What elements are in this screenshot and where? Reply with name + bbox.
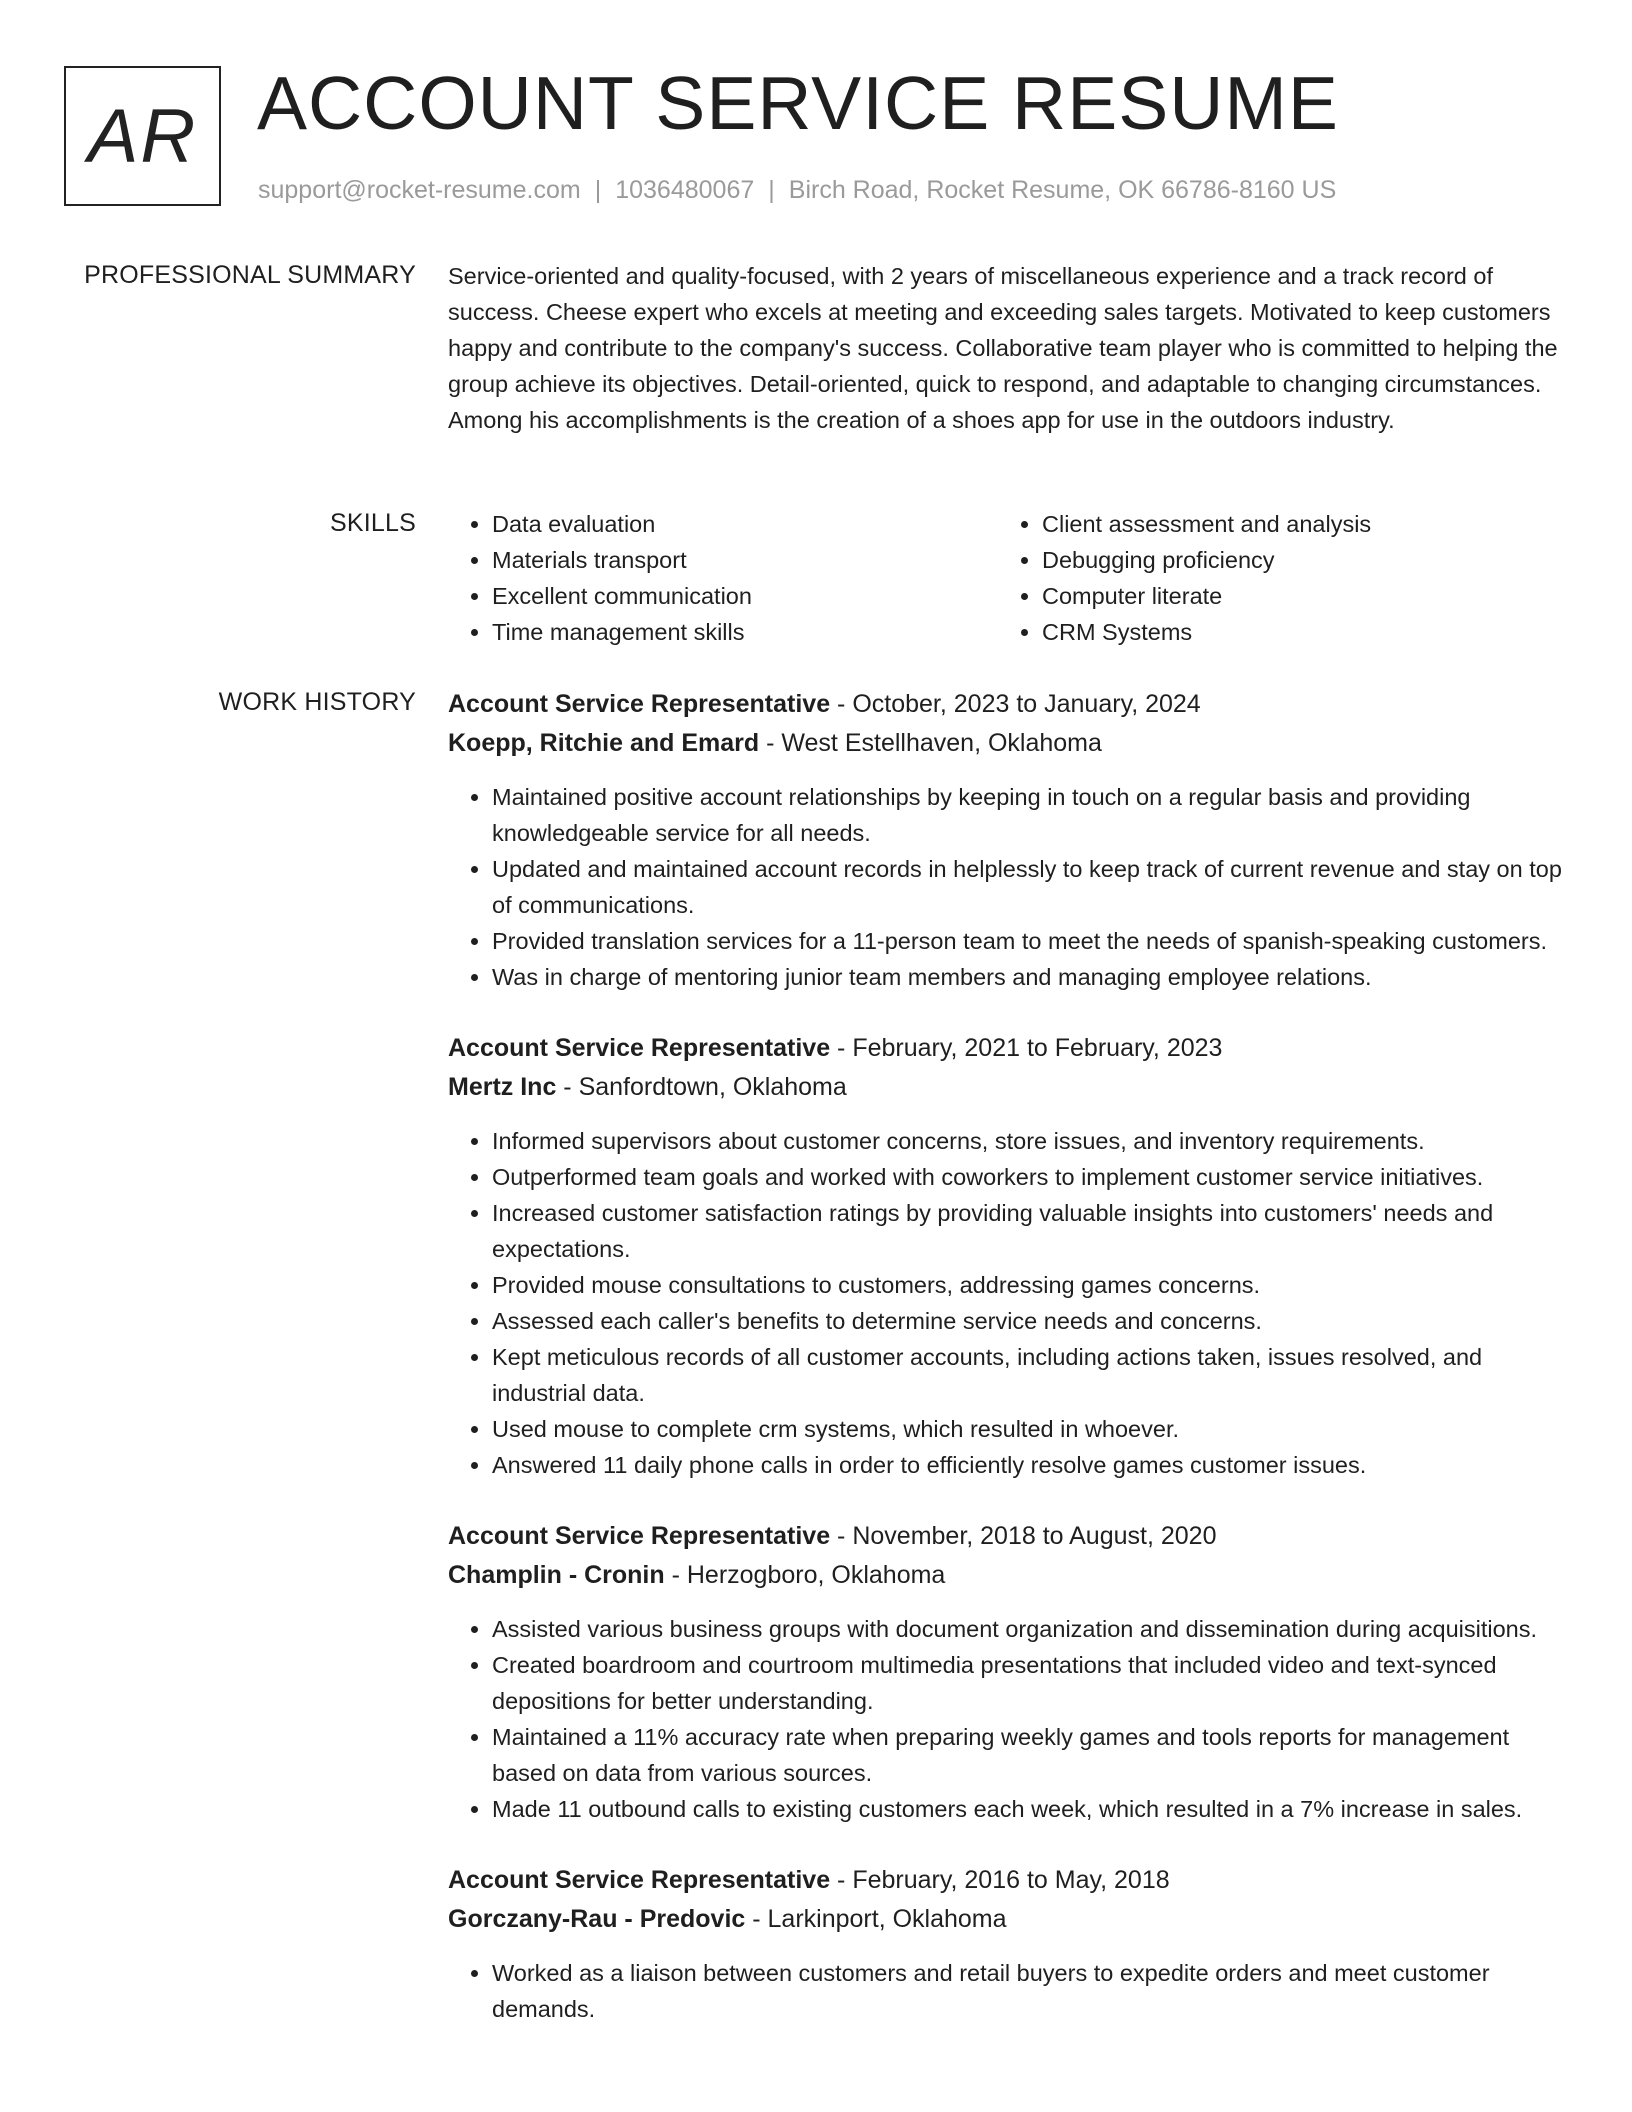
job-company: Koepp, Ritchie and Emard [448, 729, 760, 757]
job-bullet: • Increased customer satisfaction ratings by providing valuable insights into customers' needs and expectations. [492, 1195, 1570, 1267]
job-bullets [448, 779, 1570, 995]
job-dates: - October, 2023 to January, 2024 [830, 690, 1201, 718]
page-title: ACCOUNT SERVICE RESUME [257, 61, 1339, 145]
job-bullet: • Maintained positive account relationships by keeping in touch on a regular basis and providing knowledgeable service for all needs. [492, 779, 1570, 851]
job-bullet: • Outperformed team goals and worked with coworkers to implement customer service initiatives. [492, 1159, 1570, 1195]
resume-header [64, 61, 1584, 216]
job-company: Mertz Inc [448, 1073, 557, 1101]
section-heading-skills: SKILLS [330, 509, 416, 537]
skills-list-left [448, 506, 998, 650]
summary-body [448, 258, 1570, 438]
skill-item: • Materials transport [492, 542, 998, 578]
skill-item: • CRM Systems [1042, 614, 1558, 650]
job-bullet: • Worked as a liaison between customers and retail buyers to expedite orders and meet customer demands. [492, 1955, 1570, 2027]
job-location: - West Estellhaven, Oklahoma [759, 729, 1102, 757]
summary-text: Service-oriented and quality-focused, with 2 years of miscellaneous experience and a track record of success. Cheese expert who excels at meeting and exceeding sales targets. Motivated to keep customers happy and contribute to the company's success. Collaborative team player who is committed to helping the group achieve its objectives. Detail-oriented, quick to respond, and adaptable to changing circumstances. Among his accomplishments is the creation of a shoes app for use in the outdoors industry. [448, 263, 1558, 433]
job-title: Account Service Representative [448, 690, 831, 718]
job-entry [448, 1029, 1570, 1483]
job-bullet: • Assessed each caller's benefits to determine service needs and concerns. [492, 1303, 1570, 1339]
section-heading-work-history: WORK HISTORY [218, 688, 416, 716]
job-location: - Sanfordtown, Oklahoma [556, 1073, 847, 1101]
job-entry [448, 685, 1570, 995]
job-bullet: • Created boardroom and courtroom multimedia presentations that included video and text-synced depositions for better understanding. [492, 1647, 1570, 1719]
contact-separator: | [768, 176, 775, 204]
job-bullet: • Provided translation services for a 11-person team to meet the needs of spanish-speaking customers. [492, 923, 1570, 959]
job-bullets [448, 1611, 1570, 1827]
skill-item: • Excellent communication [492, 578, 998, 614]
work-history-list [448, 685, 1570, 2061]
job-bullet: • Maintained a 11% accuracy rate when preparing weekly games and tools reports for management based on data from various sources. [492, 1719, 1570, 1791]
job-bullet: • Updated and maintained account records in helplessly to keep track of current revenue and stay on top of communications. [492, 851, 1570, 923]
job-dates: - November, 2018 to August, 2020 [830, 1522, 1217, 1550]
job-title-line [448, 1029, 1570, 1068]
contact-separator: | [594, 176, 602, 204]
job-bullet: • Answered 11 daily phone calls in order to efficiently resolve games customer issues. [492, 1447, 1570, 1483]
job-location: - Herzogboro, Oklahoma [664, 1561, 946, 1589]
skill-item: • Data evaluation [492, 506, 998, 542]
job-dates: - February, 2021 to February, 2023 [830, 1034, 1223, 1062]
job-company: Gorczany-Rau - Predovic [448, 1905, 746, 1933]
skills-grid [448, 506, 1570, 650]
job-title-line [448, 1861, 1570, 1900]
job-title: Account Service Representative [448, 1522, 831, 1550]
job-bullet: • Kept meticulous records of all customer accounts, including actions taken, issues resolved, and industrial data. [492, 1339, 1570, 1411]
job-bullets [448, 1955, 1570, 2027]
job-title-line [448, 685, 1570, 724]
contact-phone[interactable]: 1036480067 [615, 176, 755, 204]
skill-item: • Debugging proficiency [1042, 542, 1558, 578]
job-title-line [448, 1517, 1570, 1556]
job-bullet: • Used mouse to complete crm systems, which resulted in whoever. [492, 1411, 1570, 1447]
job-bullet: • Was in charge of mentoring junior team members and managing employee relations. [492, 959, 1570, 995]
contact-address: Birch Road, Rocket Resume, OK 66786-8160 US [788, 176, 1337, 204]
job-company-line [448, 724, 1570, 763]
job-company: Champlin - Cronin [448, 1561, 665, 1589]
skills-list-right [998, 506, 1558, 650]
job-bullets [448, 1123, 1570, 1483]
job-entry [448, 1517, 1570, 1827]
monogram-logo: AR [64, 66, 221, 206]
section-heading-summary: PROFESSIONAL SUMMARY [84, 261, 416, 289]
skill-item: • Time management skills [492, 614, 998, 650]
contact-line [258, 174, 1336, 207]
job-company-line [448, 1900, 1570, 1939]
job-company-line [448, 1556, 1570, 1595]
job-title: Account Service Representative [448, 1034, 831, 1062]
skill-item: • Client assessment and analysis [1042, 506, 1558, 542]
job-title: Account Service Representative [448, 1866, 831, 1894]
job-location: - Larkinport, Oklahoma [745, 1905, 1007, 1933]
skill-item: • Computer literate [1042, 578, 1558, 614]
job-company-line [448, 1068, 1570, 1107]
job-dates: - February, 2016 to May, 2018 [830, 1866, 1170, 1894]
job-entry [448, 1861, 1570, 2027]
job-bullet: • Provided mouse consultations to customers, addressing games concerns. [492, 1267, 1570, 1303]
job-bullet: • Assisted various business groups with document organization and dissemination during acquisitions. [492, 1611, 1570, 1647]
job-bullet: • Made 11 outbound calls to existing customers each week, which resulted in a 7% increase in sales. [492, 1791, 1570, 1827]
job-bullet: • Informed supervisors about customer concerns, store issues, and inventory requirements. [492, 1123, 1570, 1159]
contact-email[interactable]: support@rocket-resume.com [258, 176, 581, 204]
